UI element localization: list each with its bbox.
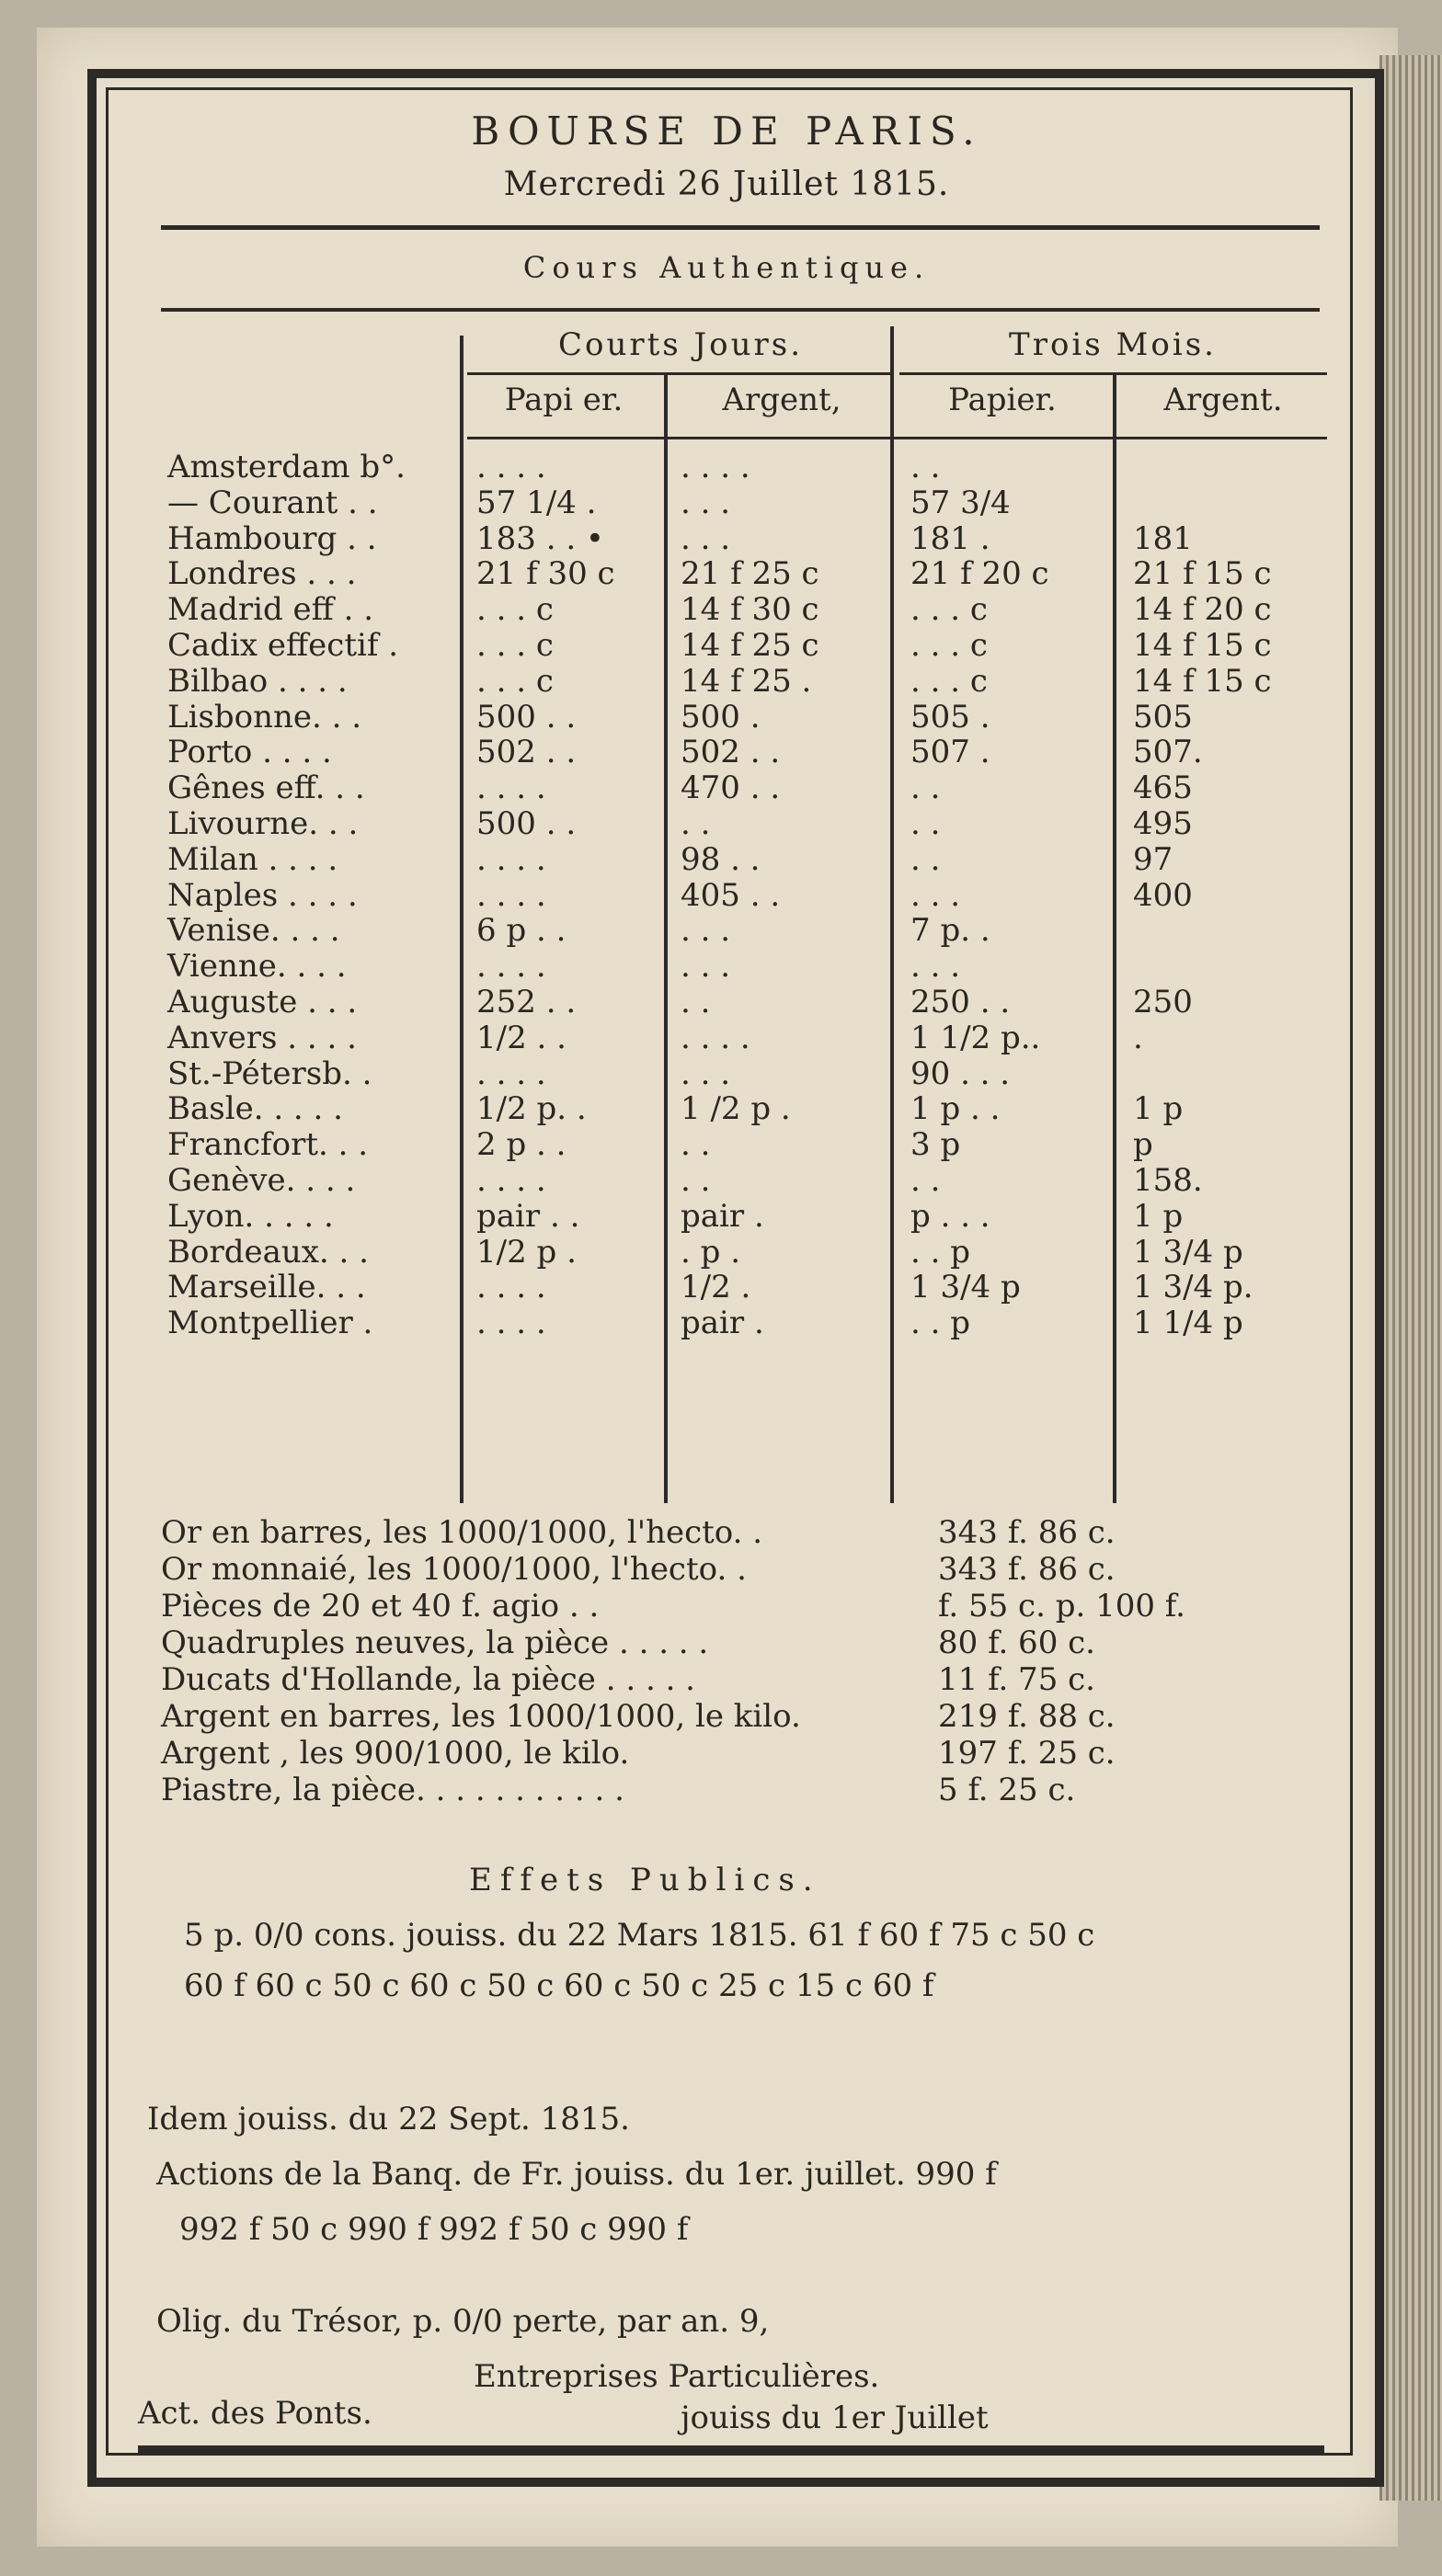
row-value: 14 f 25 c — [681, 627, 819, 664]
row-value: . . — [681, 984, 711, 1020]
column-rule — [460, 336, 464, 1503]
row-value: 252 . . — [476, 984, 577, 1020]
row-value: . . . . — [476, 1054, 546, 1092]
effets-publics-heading: Effets Publics. — [469, 1862, 821, 1898]
row-value: . . . c — [910, 627, 988, 664]
metal-value: 219 f. 88 c. — [938, 1698, 1116, 1735]
metal-label: Ducats d'Hollande, la pièce . . . . . — [161, 1661, 695, 1698]
metal-label: Pièces de 20 et 40 f. agio . . — [161, 1588, 600, 1624]
row-place: Montpellier . — [167, 1305, 373, 1342]
row-value: 507. — [1133, 734, 1203, 771]
metal-label: Quadruples neuves, la pièce . . . . . — [161, 1624, 709, 1661]
metal-value: 343 f. 86 c. — [938, 1514, 1116, 1551]
row-value: 507 . — [910, 734, 990, 771]
column-rule — [1113, 375, 1116, 1503]
row-value: . . p — [910, 1233, 970, 1271]
row-value: 250 . . — [910, 984, 1011, 1020]
column-rule — [664, 375, 668, 1503]
row-value: 470 . . — [681, 769, 781, 807]
row-value: . . . c — [476, 591, 554, 629]
row-value: 97 — [1133, 840, 1173, 878]
bottom-rule — [138, 2445, 1324, 2453]
metal-label: Or monnaié, les 1000/1000, l'hecto. . — [161, 1551, 747, 1588]
column-header-argent-2: Argent. — [1163, 382, 1283, 418]
row-value: 1 p . . — [910, 1090, 1001, 1128]
row-value: . . . . — [476, 1162, 546, 1199]
row-value: 505 . — [910, 698, 990, 735]
row-value: 14 f 25 . — [681, 662, 812, 700]
row-place: Basle. . . . . — [167, 1090, 343, 1128]
row-value: 181 . — [910, 519, 990, 557]
divider — [161, 308, 1320, 312]
column-rule — [890, 326, 894, 1503]
effets-line: Olig. du Trésor, p. 0/0 perte, par an. 9, — [156, 2303, 770, 2340]
group-courts-jours: Courts Jours. — [557, 326, 804, 363]
row-value: 500 . . — [476, 805, 577, 842]
page-edge — [1379, 55, 1442, 2501]
row-place: Venise. . . . — [167, 912, 340, 950]
row-value: 1 3/4 p — [910, 1269, 1021, 1306]
row-value: . . . . — [476, 876, 546, 914]
row-value: 1 p — [1133, 1090, 1184, 1128]
row-value: . . — [910, 840, 941, 878]
row-value: 57 1/4 . — [476, 484, 597, 521]
row-value: . . — [681, 1126, 711, 1164]
row-place: Londres . . . — [167, 555, 357, 593]
row-value: 1 1/2 p.. — [910, 1019, 1041, 1056]
row-value: . . . c — [476, 627, 554, 664]
row-value: 1 /2 p . — [681, 1090, 791, 1128]
metal-label: Piastre, la pièce. . . . . . . . . . . — [161, 1772, 624, 1808]
metal-value: 80 f. 60 c. — [938, 1624, 1095, 1661]
metal-label: Argent en barres, les 1000/1000, le kilo. — [161, 1698, 801, 1735]
row-place: Madrid eff . . — [167, 591, 374, 629]
row-place: Lisbonne. . . — [167, 698, 362, 735]
row-value: 90 . . . — [910, 1054, 1011, 1092]
row-place: Amsterdam b°. — [167, 449, 406, 485]
row-value: . . . — [681, 484, 731, 521]
row-value: 14 f 15 c — [1133, 662, 1272, 700]
row-value: 21 f 15 c — [1133, 555, 1272, 593]
row-value: 400 — [1133, 876, 1193, 914]
row-value: 181 — [1133, 519, 1193, 557]
header-underline — [467, 372, 890, 375]
row-value: . . . . — [476, 1305, 546, 1342]
row-value: pair . . — [476, 1197, 580, 1235]
row-value: 14 f 20 c — [1133, 591, 1272, 629]
row-value: 3 p — [910, 1126, 961, 1164]
row-value: 1 p — [1133, 1197, 1184, 1235]
effets-line: 5 p. 0/0 cons. jouiss. du 22 Mars 1815. 61 f 60 f 75 c 50 c — [184, 1917, 1095, 1954]
row-value: . . p — [910, 1305, 970, 1342]
row-value: 465 — [1133, 769, 1193, 807]
effets-line: 60 f 60 c 50 c 60 c 50 c 60 c 50 c 25 c 15 c 60 f — [184, 1967, 934, 2004]
row-place: Lyon. . . . . — [167, 1197, 334, 1235]
effets-line: Actions de la Banq. de Fr. jouiss. du 1er. juillet. 990 f — [156, 2156, 997, 2193]
row-value: 98 . . — [681, 840, 761, 878]
row-value: 183 . . • — [476, 519, 604, 557]
row-place: Anvers . . . . — [167, 1019, 357, 1056]
row-value: 495 — [1133, 805, 1193, 842]
row-value: pair . — [681, 1197, 764, 1235]
row-place: Livourne. . . — [167, 805, 359, 842]
row-value: . . . — [681, 912, 731, 950]
metal-value: 197 f. 25 c. — [938, 1735, 1116, 1772]
row-place: Naples . . . . — [167, 876, 358, 914]
row-value: . . . — [681, 519, 731, 557]
metal-value: f. 55 c. p. 100 f. — [938, 1588, 1185, 1624]
page-date: Mercredi 26 Juillet 1815. — [503, 165, 950, 203]
row-value: 1/2 p . — [476, 1233, 577, 1271]
row-place: Bilbao . . . . — [167, 662, 348, 700]
column-header-argent-1: Argent, — [722, 382, 841, 418]
row-value: p — [1133, 1126, 1153, 1164]
row-value: 21 f 25 c — [681, 555, 819, 593]
row-value: . — [1133, 1019, 1143, 1056]
row-place: Auguste . . . — [167, 984, 358, 1020]
section-cours-authentique: Cours Authentique. — [522, 250, 931, 285]
row-value: 21 f 20 c — [910, 555, 1049, 593]
header-underline — [467, 437, 1327, 439]
row-value: . . . . — [476, 840, 546, 878]
row-value: 1/2 . . — [476, 1019, 566, 1056]
row-value: 1 3/4 p. — [1133, 1269, 1253, 1306]
row-place: Cadix effectif . — [167, 627, 399, 664]
row-value: . . . . — [476, 769, 546, 807]
column-header-papier-1: Papi er. — [504, 382, 624, 418]
row-place: Bordeaux. . . — [167, 1233, 369, 1271]
row-value: . . — [681, 1162, 711, 1199]
divider — [161, 225, 1320, 230]
row-place: Genève. . . . — [167, 1162, 356, 1199]
row-value: 6 p . . — [476, 912, 566, 950]
row-place: Gênes eff. . . — [167, 769, 365, 807]
row-place: Marseille. . . — [167, 1269, 366, 1306]
row-value: 500 . — [681, 698, 761, 735]
effets-line: Entreprises Particulières. — [474, 2358, 880, 2395]
row-value: . . — [910, 769, 941, 807]
row-value: . . . c — [910, 662, 988, 700]
row-value: . . — [910, 1162, 941, 1199]
row-place: Milan . . . . — [167, 840, 338, 878]
row-value: . . . . — [681, 449, 750, 485]
row-value: 1 3/4 p — [1133, 1233, 1243, 1271]
row-place: Porto . . . . — [167, 734, 332, 771]
row-value: . . . — [681, 948, 731, 986]
row-value: 14 f 15 c — [1133, 627, 1272, 664]
row-value: . . — [910, 805, 941, 842]
row-value: 502 . . — [681, 734, 781, 771]
metal-label: Argent , les 900/1000, le kilo. — [161, 1735, 630, 1772]
row-value: 500 . . — [476, 698, 577, 735]
row-place: — Courant . . — [167, 484, 378, 521]
row-value: . . . . — [476, 449, 546, 485]
row-value: 250 — [1133, 984, 1193, 1020]
row-value: 21 f 30 c — [476, 555, 615, 593]
row-place: St.-Pétersb. . — [167, 1054, 372, 1092]
effets-line: Act. des Ponts. — [138, 2395, 372, 2432]
row-value: 14 f 30 c — [681, 591, 819, 629]
row-value: 7 p. . — [910, 912, 990, 950]
row-value: . . . — [910, 948, 961, 986]
page-title: BOURSE DE PARIS. — [471, 108, 982, 154]
row-value: 505 — [1133, 698, 1193, 735]
effets-line: Idem jouiss. du 22 Sept. 1815. — [147, 2101, 630, 2137]
row-value: 1/2 p. . — [476, 1090, 587, 1128]
metal-value: 5 f. 25 c. — [938, 1772, 1076, 1808]
row-value: pair . — [681, 1305, 764, 1342]
row-value: 1 1/4 p — [1133, 1305, 1243, 1342]
effets-line: 992 f 50 c 990 f 992 f 50 c 990 f — [179, 2211, 689, 2248]
row-value: p . . . — [910, 1197, 990, 1235]
row-place: Francfort. . . — [167, 1126, 369, 1164]
row-value: . . . — [910, 876, 961, 914]
row-value: 2 p . . — [476, 1126, 566, 1164]
row-place: Hambourg . . — [167, 519, 377, 557]
row-value: . . . . — [476, 948, 546, 986]
effets-line: jouiss du 1er Juillet — [681, 2399, 989, 2436]
row-value: 158. — [1133, 1162, 1203, 1199]
row-place: Vienne. . . . — [167, 948, 347, 986]
metal-label: Or en barres, les 1000/1000, l'hecto. . — [161, 1514, 763, 1551]
row-value: 405 . . — [681, 876, 781, 914]
metal-value: 11 f. 75 c. — [938, 1661, 1095, 1698]
row-value: . . . . — [476, 1269, 546, 1306]
row-value: . . . c — [476, 662, 554, 700]
row-value: 502 . . — [476, 734, 577, 771]
group-trois-mois: Trois Mois. — [1009, 326, 1217, 363]
row-value: . . . c — [910, 591, 988, 629]
row-value: . . — [910, 449, 941, 485]
row-value: 1/2 . — [681, 1269, 751, 1306]
row-value: . . . . — [681, 1019, 750, 1056]
row-value: . . — [681, 805, 711, 842]
row-value: . p . — [681, 1233, 740, 1271]
metal-value: 343 f. 86 c. — [938, 1551, 1116, 1588]
row-value: . . . — [681, 1054, 731, 1092]
row-value: 57 3/4 — [910, 484, 1011, 521]
column-header-papier-2: Papier. — [948, 382, 1057, 418]
